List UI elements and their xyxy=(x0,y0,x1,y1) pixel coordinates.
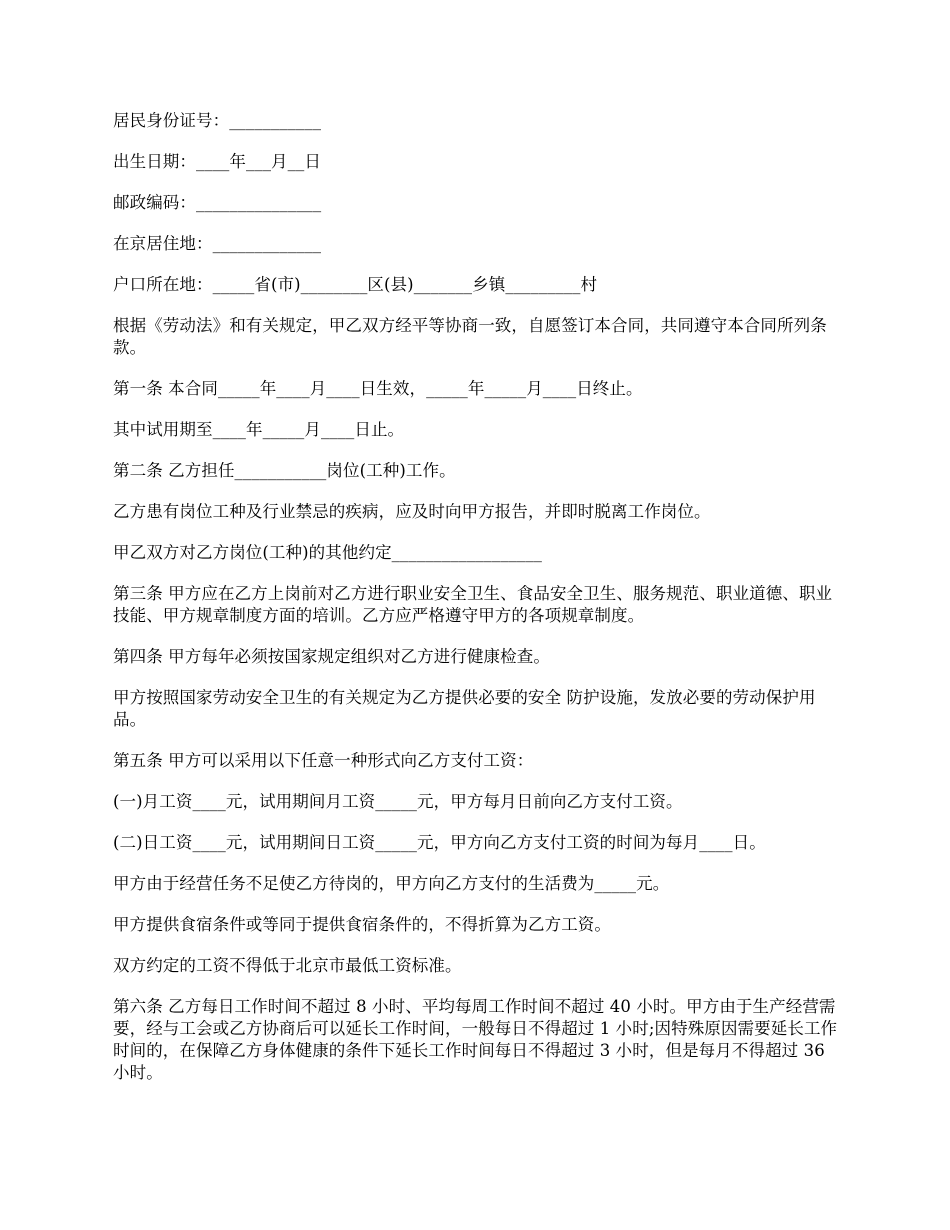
safety-equipment-clause: 甲方按照国家劳动安全卫生的有关规定为乙方提供必要的安全 防护设施，发放必要的劳动保护用品。 xyxy=(113,688,816,729)
household-registration-line: 户口所在地：_____省(市)________区(县)_______乡镇_________村 xyxy=(113,275,598,294)
probation-period: 其中试用期至____年_____月____日止。 xyxy=(113,420,405,439)
beijing-residence-line: 在京居住地：_____________ xyxy=(113,234,322,253)
article-2-position: 第二条 乙方担任___________岗位(工种)工作。 xyxy=(113,461,456,480)
daily-wage-option: (二)日工资____元，试用期间日工资_____元，甲方向乙方支付工资的时间为每月____日。 xyxy=(113,833,766,852)
minimum-wage-clause: 双方约定的工资不得低于北京市最低工资标准。 xyxy=(113,956,462,975)
other-position-agreement: 甲乙双方对乙方岗位(工种)的其他约定__________________ xyxy=(113,543,542,562)
contract-page xyxy=(113,110,843,1103)
article-6-working-hours: 第六条 乙方每日工作时间不超过 8 小时、平均每周工作时间不超过 40 小时。甲方由于生产经营需要，经与工会或乙方协商后可以延长工作时间，一般每日不得超过 1 小时;因特殊原因需要延长工作时间的，在保障乙方身体健康的条件下延长工作时间每日不得超过 3 小时，但是每月不得超过 36 小时。 xyxy=(113,997,838,1082)
monthly-wage-option: (一)月工资____元，试用期间月工资_____元，甲方每月日前向乙方支付工资。 xyxy=(113,792,683,811)
id-number-line: 居民身份证号：___________ xyxy=(113,111,322,130)
article-3-training: 第三条 甲方应在乙方上岗前对乙方进行职业安全卫生、食品安全卫生、服务规范、职业道德、职业技能、甲方规章制度方面的培训。乙方应严格遵守甲方的各项规章制度。 xyxy=(113,584,833,625)
article-1-term: 第一条 本合同_____年____月____日生效，_____年_____月____日终止。 xyxy=(113,379,643,398)
board-lodging-clause: 甲方提供食宿条件或等同于提供食宿条件的，不得折算为乙方工资。 xyxy=(113,915,611,934)
standby-allowance-clause: 甲方由于经营任务不足使乙方待岗的，甲方向乙方支付的生活费为_____元。 xyxy=(113,874,670,893)
postal-code-line: 邮政编码：_______________ xyxy=(113,193,322,212)
birth-date-line: 出生日期：____年___月__日 xyxy=(113,152,321,171)
article-5-wages: 第五条 甲方可以采用以下任意一种形式向乙方支付工资： xyxy=(113,751,534,770)
preamble-paragraph: 根据《劳动法》和有关规定，甲乙双方经平等协商一致，自愿签订本合同，共同遵守本合同所列条款。 xyxy=(113,316,827,357)
article-4-health-check: 第四条 甲方每年必须按国家规定组织对乙方进行健康检查。 xyxy=(113,647,550,666)
disease-report-clause: 乙方患有岗位工种及行业禁忌的疾病，应及时向甲方报告，并即时脱离工作岗位。 xyxy=(113,502,711,521)
